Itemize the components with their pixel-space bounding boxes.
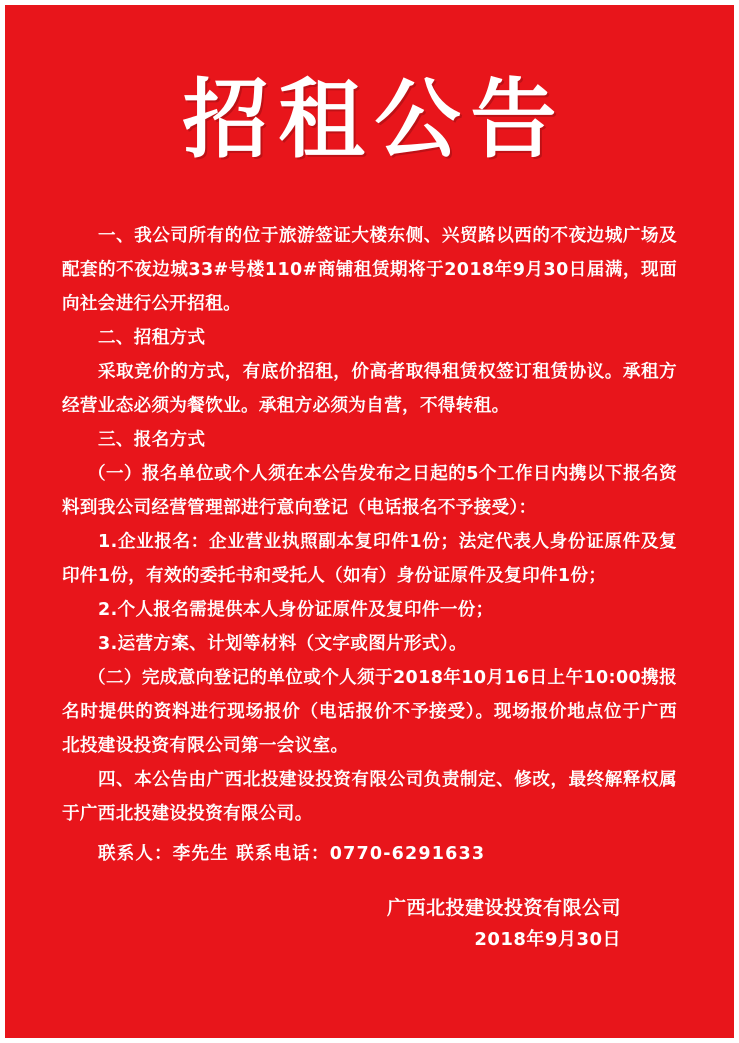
notice-paragraph-2: 二、招租方式 [98, 327, 206, 348]
page-title: 招租公告 [182, 69, 567, 170]
notice-paragraph-6: 1.企业报名：企业营业执照副本复印件1份；法定代表人身份证原件及复印件1份，有效的委托书和受托人（如有）身份证原件及复印件1份； [62, 531, 677, 586]
notice-paragraph-5: （一）报名单位或个人须在本公告发布之日起的5个工作日内携以下报名资料到我公司经营管理部进行意向登记（电话报名不予接受）： [62, 463, 677, 518]
poster-title-area [0, 0, 739, 170]
notice-paragraph-10: 四、本公告由广西北投建设投资有限公司负责制定、修改，最终解释权属于广西北投建设投资有限公司。 [62, 769, 677, 824]
notice-paragraph-7: 2.个人报名需提供本人身份证原件及复印件一份； [98, 599, 494, 620]
poster-edge-left [0, 0, 5, 1043]
notice-paragraph-8: 3.运营方案、计划等材料（文字或图片形式）。 [98, 633, 467, 654]
signature-block [62, 893, 621, 955]
signature-date: 2018年9月30日 [474, 928, 621, 950]
poster-edge-top [0, 0, 739, 5]
notice-paragraph-4: 三、报名方式 [98, 429, 206, 450]
notice-paragraph-9: （二）完成意向登记的单位或个人须于2018年10月16日上午10:00携报名时提供的资料进行现场报价（电话报价不予接受）。现场报价地点位于广西北投建设投资有限公司第一会议室。 [62, 667, 677, 756]
signature-company: 广西北投建设投资有限公司 [386, 896, 621, 919]
contact-line: 联系人：李先生 联系电话：0770-6291633 [98, 843, 486, 864]
poster-edge-right [734, 0, 739, 1043]
notice-paragraph-1: 一、我公司所有的位于旅游签证大楼东侧、兴贸路以西的不夜边城广场及配套的不夜边城33#号楼110#商铺租赁期将于2018年9月30日届满，现面向社会进行公开招租。 [62, 225, 677, 314]
notice-body [62, 167, 677, 955]
poster-edge-bottom [0, 1038, 739, 1043]
notice-paragraph-3: 采取竞价的方式，有底价招租，价高者取得租赁权签订租赁协议。承租方经营业态必须为餐饮业。承租方必须为自营，不得转租。 [62, 361, 677, 416]
